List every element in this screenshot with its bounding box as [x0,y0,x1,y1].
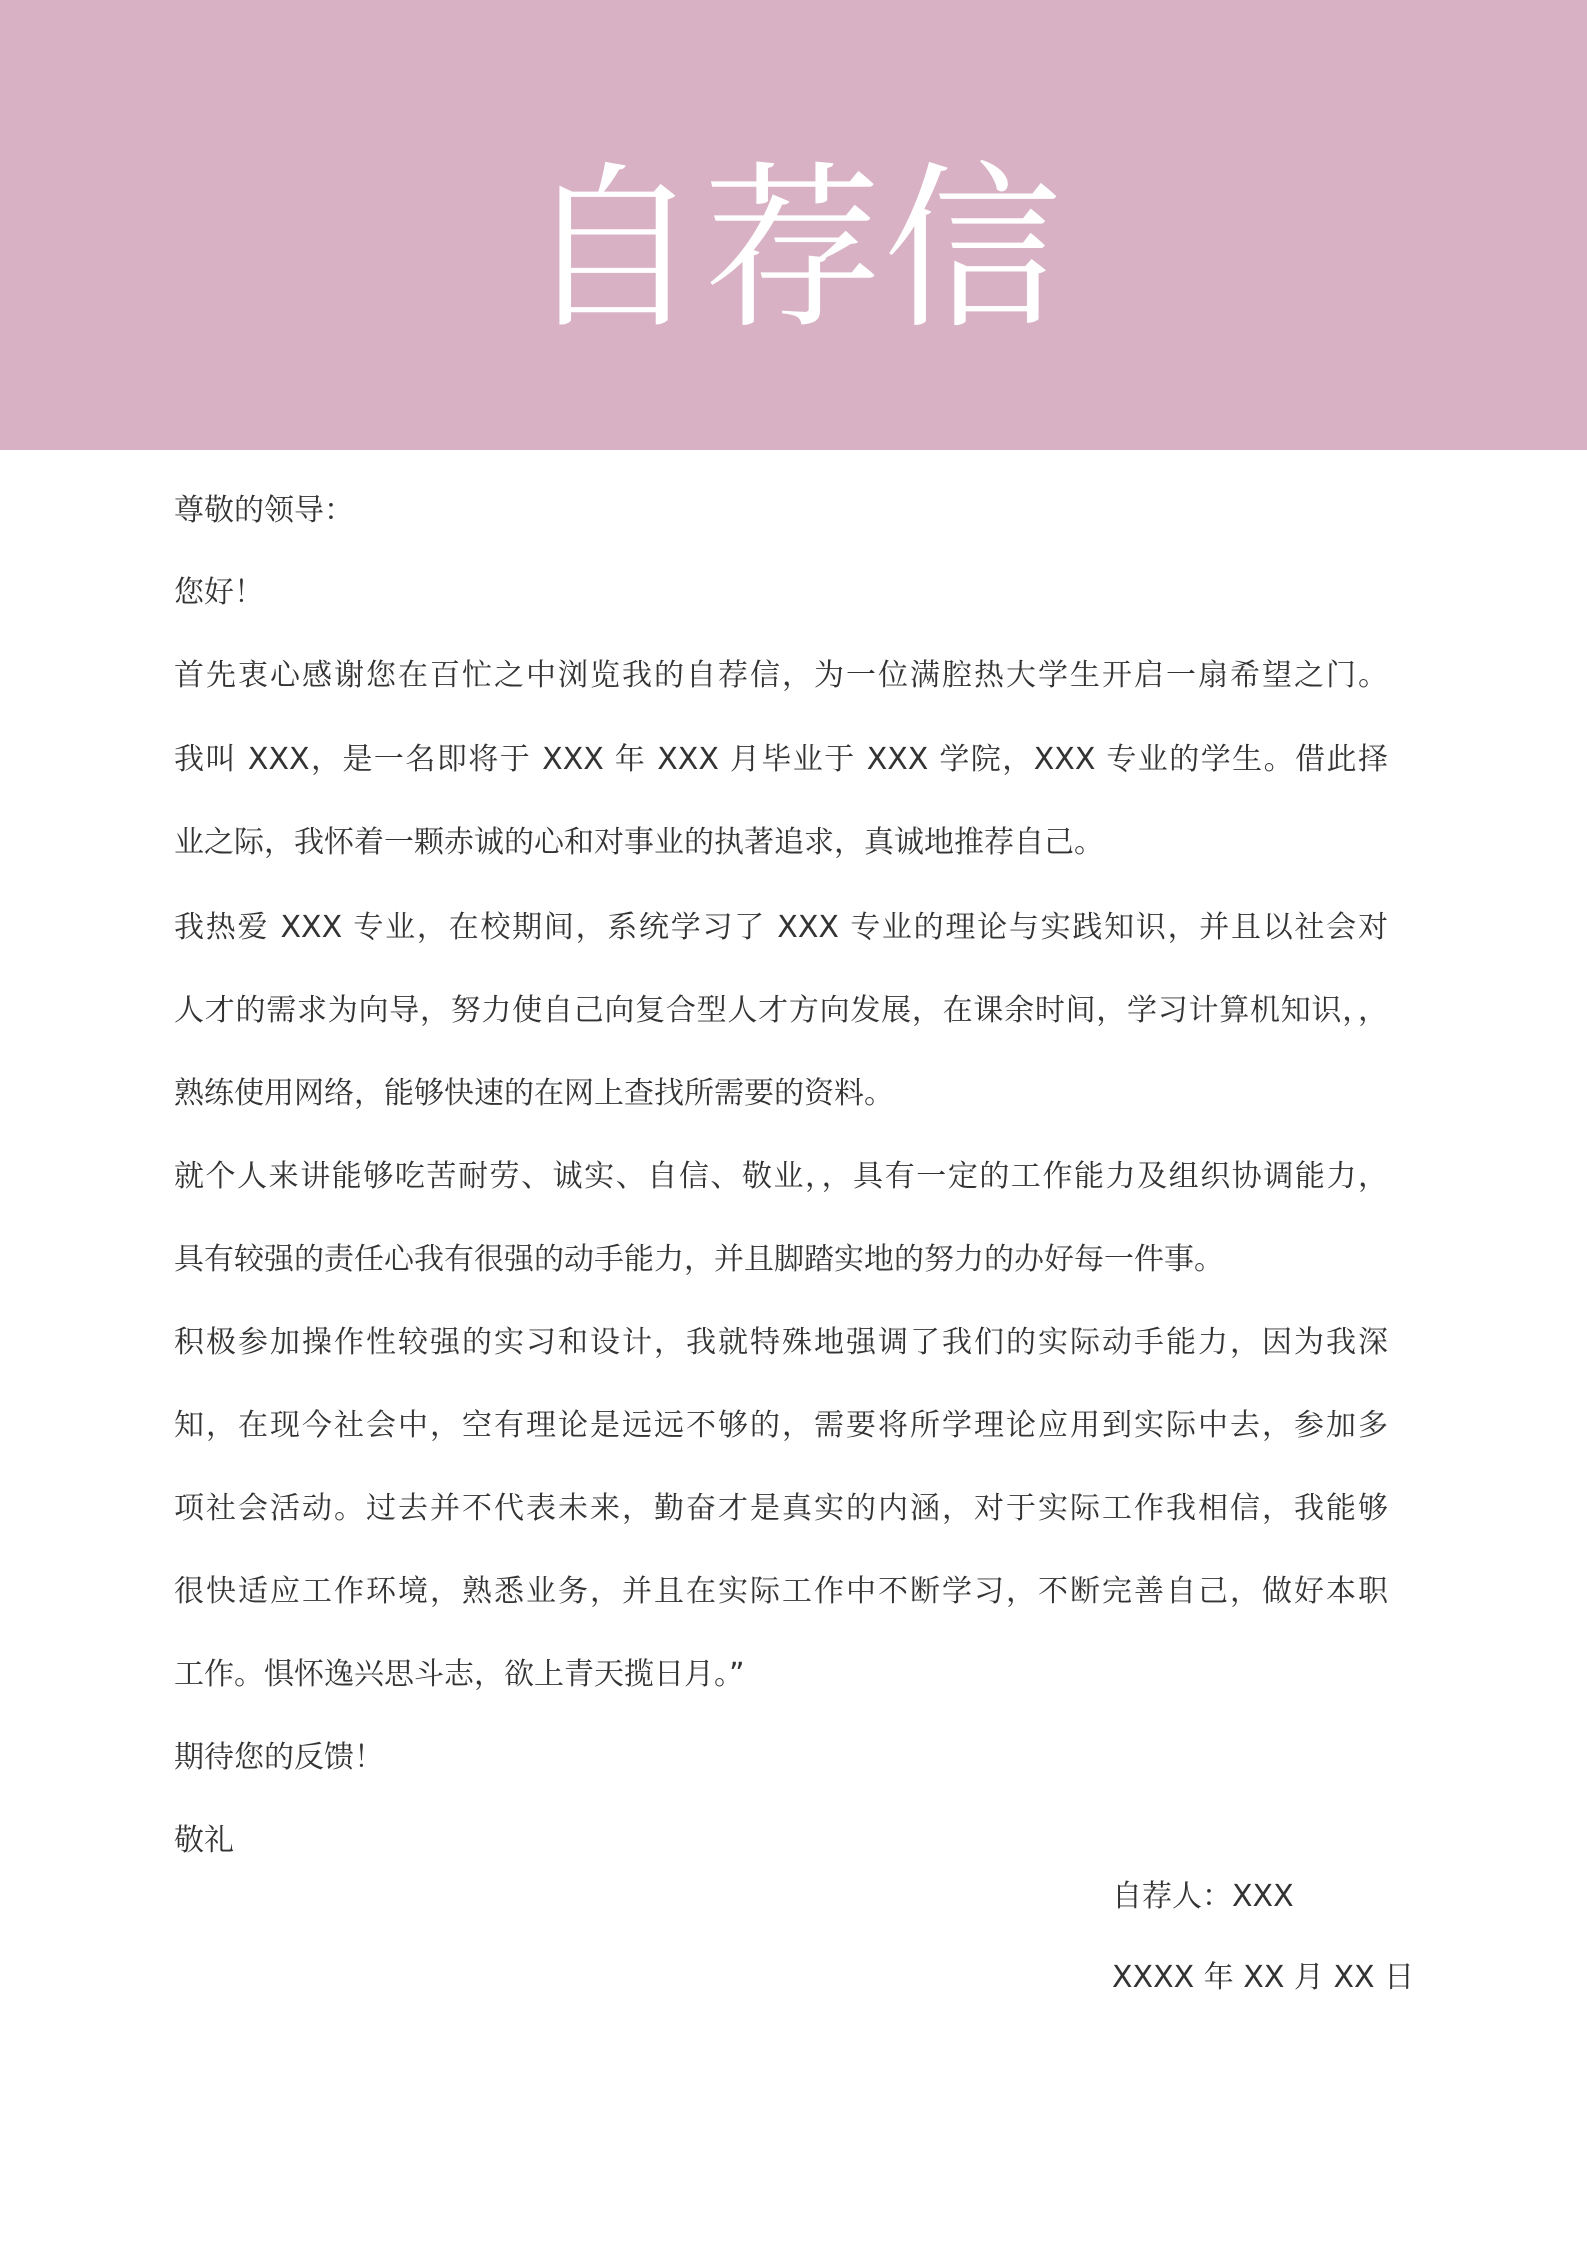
body-line: 首先衷心感谢您在百忙之中浏览我的自荐信，为一位满腔热大学生开启一扇希望之门。 [174,658,1388,693]
salutation: 尊敬的领导： [174,493,354,528]
signature-date: XXXX 年 XX 月 XX 日 [1112,1960,1415,1995]
body-line: 知，在现今社会中，空有理论是远远不够的，需要将所学理论应用到实际中去，参加多 [174,1408,1388,1443]
body-line: 具有较强的责任心我有很强的动手能力，并且脚踏实地的努力的办好每一件事。 [174,1242,1224,1277]
closing: 期待您的反馈！ [174,1740,384,1775]
header-banner [0,0,1587,450]
greeting: 您好！ [174,575,264,610]
body-line: 我热爱 XXX 专业，在校期间，系统学习了 XXX 专业的理论与实践知识，并且以社会对 [174,910,1388,945]
body-line: 工作。惧怀逸兴思斗志，欲上青天揽日月。” [174,1657,745,1692]
page-title: 自荐信 [523,146,1064,353]
body-line: 业之际，我怀着一颗赤诚的心和对事业的执著追求，真诚地推荐自己。 [174,825,1104,860]
body-line: 人才的需求为向导，努力使自己向复合型人才方向发展，在课余时间，学习计算机知识，， [174,993,1388,1028]
body-line: 项社会活动。过去并不代表未来，勤奋才是真实的内涵，对于实际工作我相信，我能够 [174,1491,1388,1526]
body-line: 就个人来讲能够吃苦耐劳、诚实、自信、敬业，，具有一定的工作能力及组织协调能力， [174,1159,1388,1194]
body-line: 积极参加操作性较强的实习和设计，我就特殊地强调了我们的实际动手能力，因为我深 [174,1325,1388,1360]
signature-name: 自荐人：XXX [1112,1879,1294,1914]
regards: 敬礼 [174,1823,234,1858]
body-line: 很快适应工作环境，熟悉业务，并且在实际工作中不断学习，不断完善自己，做好本职 [174,1574,1388,1609]
body-line: 熟练使用网络，能够快速的在网上查找所需要的资料。 [174,1076,894,1111]
body-line: 我叫 XXX，是一名即将于 XXX 年 XXX 月毕业于 XXX 学院，XXX 专业的学生。借此择 [174,742,1388,777]
